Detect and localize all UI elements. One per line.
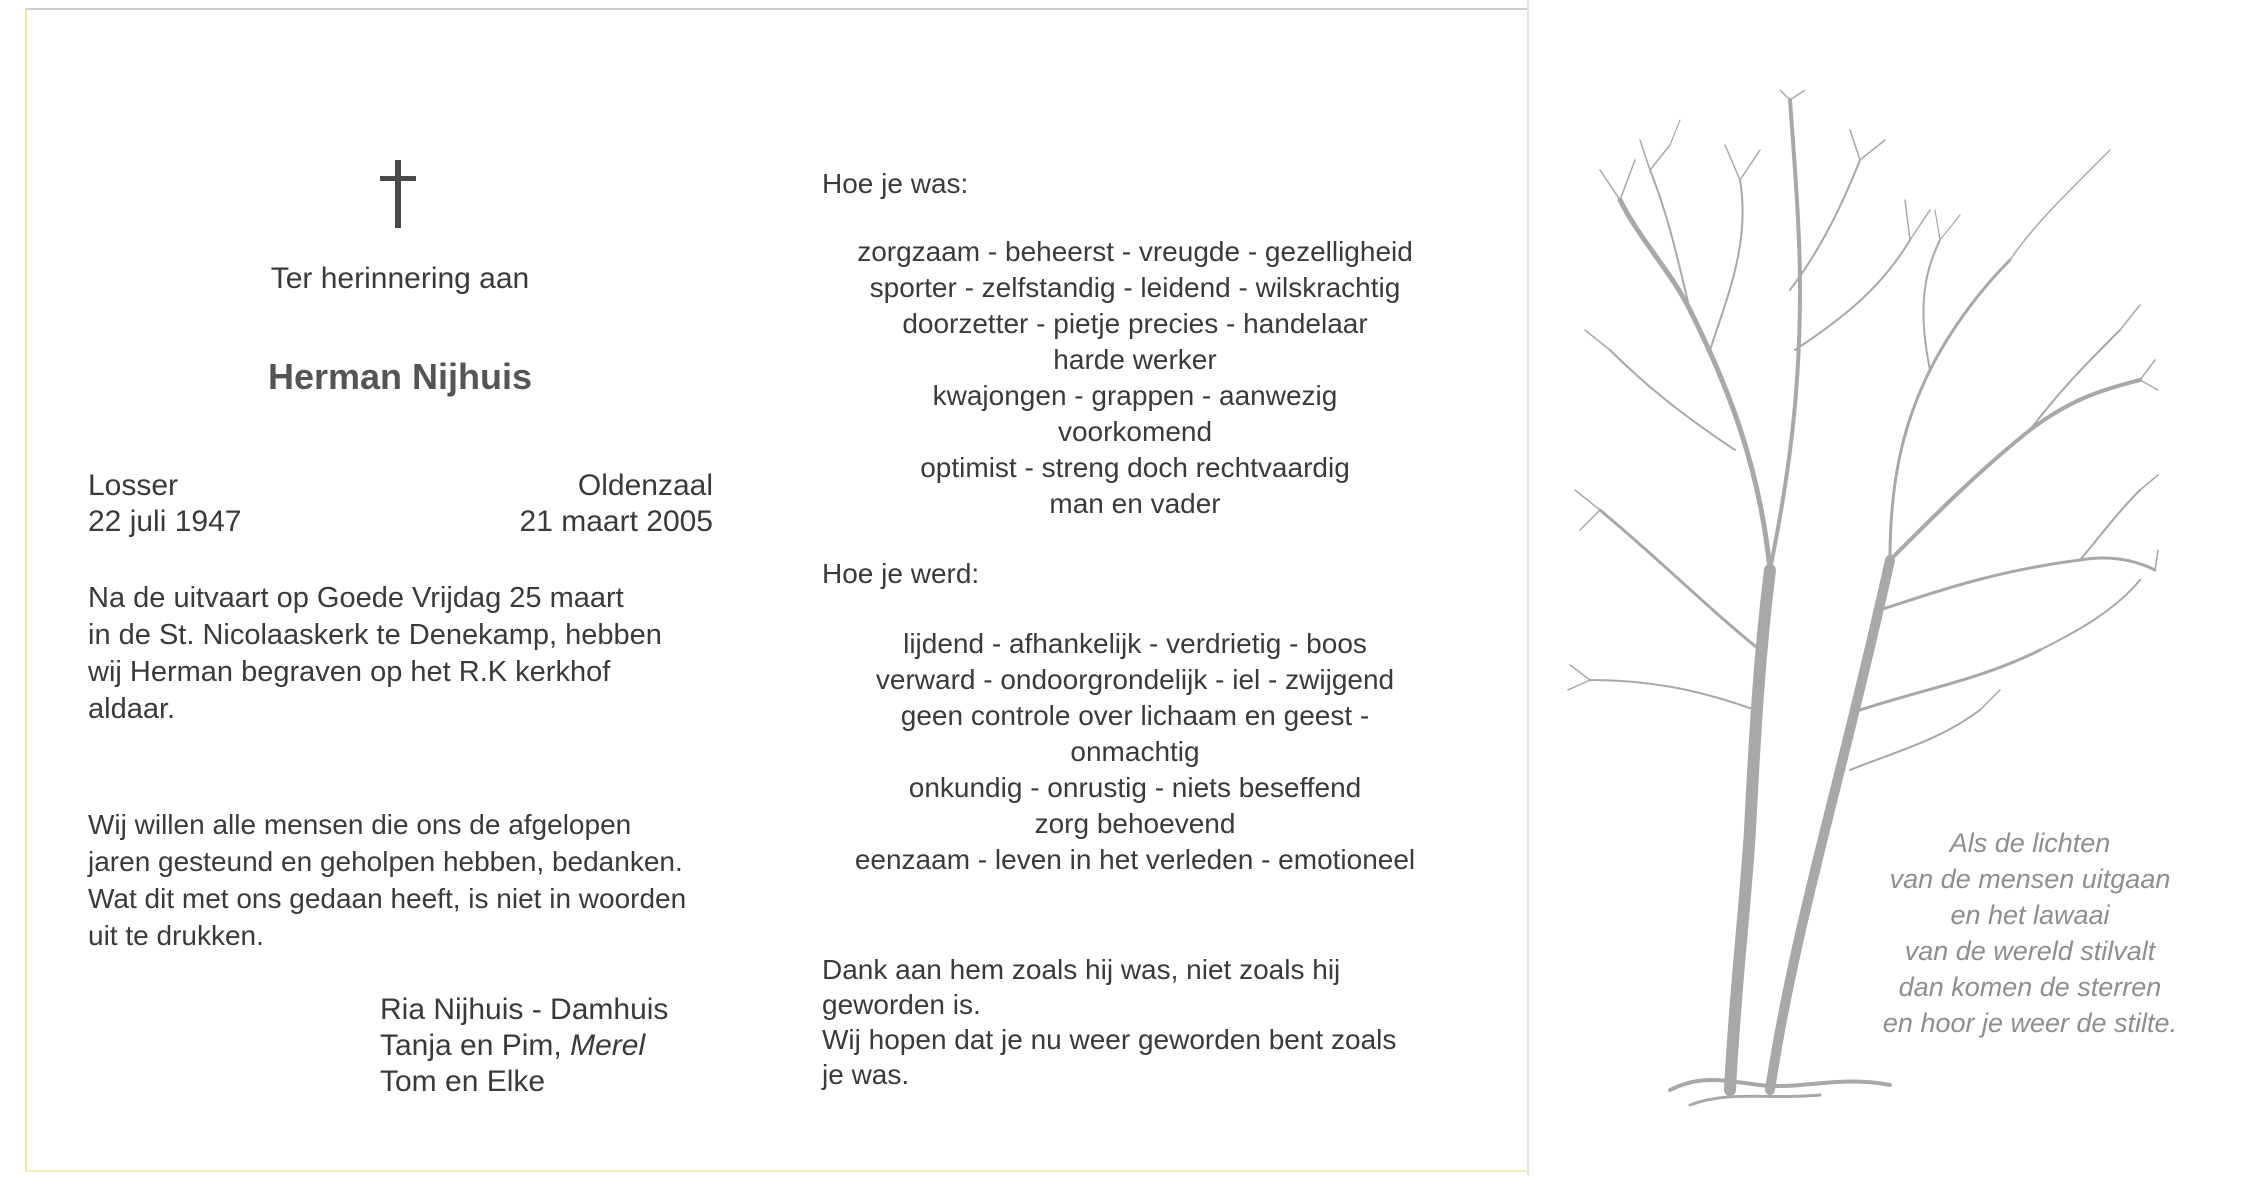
became-line: geen controle over lichaam en geest - (900, 700, 1370, 731)
was-line: sporter - zelfstandig - leidend - wilskrachtig (869, 272, 1401, 303)
thanks-line: uit te drukken. (88, 920, 264, 951)
signature-line-2 (380, 1028, 645, 1064)
was-line: man en vader (1049, 488, 1221, 519)
became-line: onmachtig (1070, 736, 1200, 767)
poem-line: van de wereld stilvalt (1904, 936, 2156, 966)
poem (1860, 825, 2200, 1041)
was-line: doorzetter - pietje precies - handelaar (902, 308, 1368, 339)
closing-line: je was. (822, 1059, 910, 1090)
poem-line: dan komen de sterren (1898, 972, 2162, 1002)
thanks-paragraph (88, 806, 713, 954)
signature-line-1: Ria Nijhuis - Damhuis (380, 993, 669, 1026)
poem-line: van de mensen uitgaan (1889, 864, 2171, 894)
intro-text: Ter herinnering aan (270, 262, 530, 295)
funeral-line: aldaar. (88, 693, 176, 725)
became-line: verward - ondoorgrondelijk - iel - zwijgend (875, 664, 1395, 695)
thanks-line: Wij willen alle mensen die ons de afgelopen (88, 809, 632, 840)
signature-italic-name: Merel (570, 1029, 646, 1062)
cross-icon (378, 160, 418, 230)
death-place: Oldenzaal (577, 469, 713, 502)
funeral-line: in de St. Nicolaaskerk te Denekamp, hebben (88, 619, 662, 651)
funeral-paragraph (88, 580, 713, 728)
signature-names: Tanja en Pim, (380, 1029, 571, 1062)
deceased-name: Herman Nijhuis (267, 356, 533, 397)
was-line: kwajongen - grappen - aanwezig (932, 380, 1338, 411)
poem-line: en het lawaai (1950, 900, 2110, 930)
poem-line: Als de lichten (1949, 828, 2111, 858)
became-heading: Hoe je werd: (822, 558, 980, 589)
became-line: zorg behoevend (1034, 808, 1236, 839)
became-line: lijdend - afhankelijk - verdrietig - boos (903, 628, 1367, 659)
was-heading: Hoe je was: (822, 168, 969, 199)
death-date: 21 maart 2005 (519, 505, 713, 538)
closing-line: Dank aan hem zoals hij was, niet zoals hij (822, 954, 1341, 985)
funeral-line: wij Herman begraven op het R.K kerkhof (88, 656, 611, 688)
became-line: onkundig - onrustig - niets beseffend (908, 772, 1362, 803)
card-fold-line (1527, 0, 1529, 1175)
was-line: zorgzaam - beheerst - vreugde - gezelligheid (857, 236, 1413, 267)
closing-paragraph (822, 952, 1447, 1092)
was-line: voorkomend (1057, 416, 1213, 447)
became-line: eenzaam - leven in het verleden - emotioneel (854, 844, 1416, 875)
closing-line: Wij hopen dat je nu weer geworden bent zoals (822, 1024, 1397, 1055)
was-line: optimist - streng doch rechtvaardig (920, 452, 1350, 483)
was-line: harde werker (1053, 344, 1217, 375)
birth-place: Losser (88, 469, 179, 502)
thanks-line: jaren gesteund en geholpen hebben, bedanken. (88, 846, 683, 877)
signature-line-3: Tom en Elke (380, 1065, 546, 1098)
funeral-line: Na de uitvaart op Goede Vrijdag 25 maart (88, 582, 624, 614)
closing-line: geworden is. (822, 989, 981, 1020)
thanks-line: Wat dit met ons gedaan heeft, is niet in woorden (88, 883, 687, 914)
was-list (800, 234, 1470, 522)
became-list (800, 626, 1470, 878)
birth-date: 22 juli 1947 (88, 505, 242, 538)
poem-line: en hoor je weer de stilte. (1882, 1008, 2178, 1038)
